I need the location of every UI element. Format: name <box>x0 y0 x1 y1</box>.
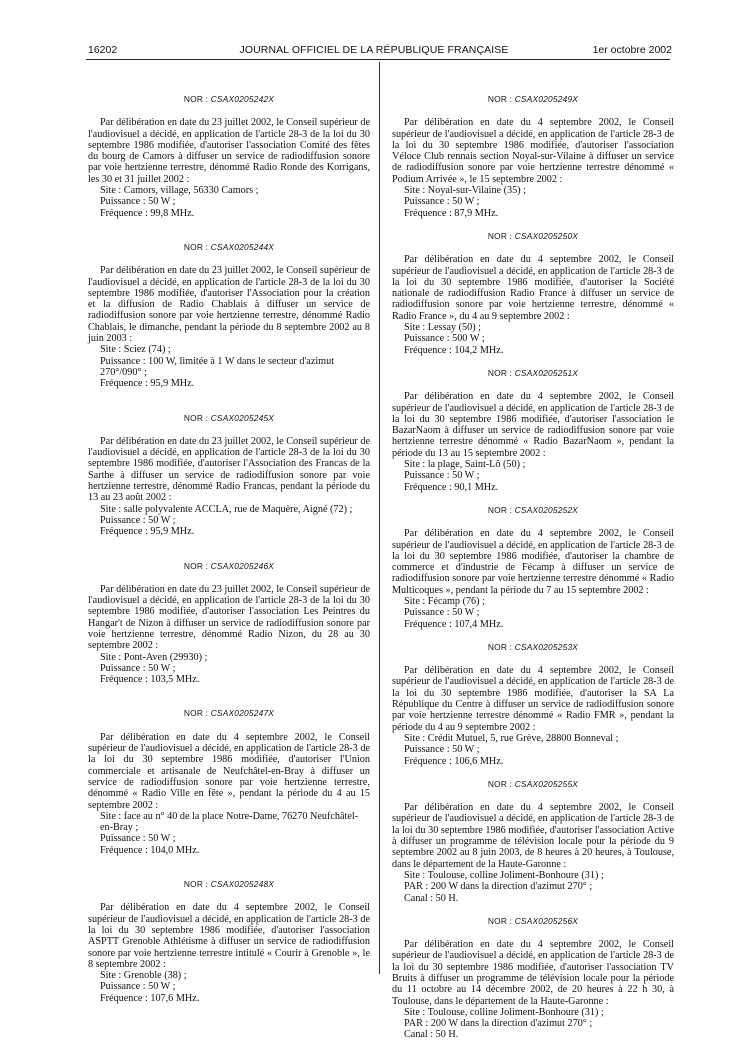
specification-line: Fréquence : 87,9 MHz. <box>404 207 499 219</box>
specification-line: Fréquence : 90,1 MHz. <box>404 481 499 493</box>
nor-reference <box>392 779 674 790</box>
decision-paragraph: Par délibération en date du 4 septembre 2002, le Conseil supérieur de l'audiovisuel a décidé, en application de l'article 28-3 de la loi du 30 septembre 1986 modifiée, d'autoriser l'association Véloce Club rennais section Noyal-sur-Vilaine à diffuser un service de radiodiffusion sonore par voie hertzienne terrestre dénommé « Podium Arrivée », le 15 septembre 2002 : <box>392 117 674 185</box>
decision-paragraph: Par délibération en date du 23 juillet 2002, le Conseil supérieur de l'audiovisuel a décidé, en application de l'article 28-3 de la loi du 30 septembre 1986 modifiée, d'autoriser l'Association des Francas de la Sarthe à diffuser un service de radiodiffusion sonore par voie hertzienne terrestre, dénommé Radio Francas, pendant la période du 13 au 23 août 2002 : <box>88 435 370 504</box>
decision-notice <box>88 413 370 538</box>
section-gap <box>88 390 370 413</box>
decision-notice <box>88 242 370 390</box>
section-gap <box>392 630 674 642</box>
nor-label: NOR : <box>487 778 513 789</box>
nor-code: CSAX0205253X <box>514 641 579 652</box>
specification-line: Fréquence : 103,5 MHz. <box>100 674 200 686</box>
nor-reference <box>88 708 370 719</box>
nor-reference <box>88 413 370 424</box>
nor-reference <box>392 231 674 242</box>
decision-notice <box>88 708 370 856</box>
specification-line: Site : Grenoble (38) ; <box>100 970 187 982</box>
nor-reference <box>392 94 674 105</box>
decision-paragraph: Par délibération en date du 23 juillet 2002, le Conseil supérieur de l'audiovisuel a décidé, en application de l'article 28-3 de la loi du 30 septembre 1986 modifiée, d'autoriser l'association Les Peintres du Hangar't de Nizon à diffuser un service de radiodiffusion sonore par voie hertzienne terrestre, dénommé Radio Nizon, du 28 au 30 septembre 2002 : <box>88 583 370 652</box>
decision-paragraph: Par délibération en date du 4 septembre 2002, le Conseil supérieur de l'audiovisuel a décidé, en application de l'article 28-3 de la loi du 30 septembre 1986 modifiée, d'autoriser la Société nationale de radiodiffusion Radio France à diffuser un service de radiodiffusion sonore par voie hertzienne terrestre, dénommé « Radio France », du 4 au 9 septembre 2002 : <box>392 254 674 322</box>
nor-label: NOR : <box>487 230 513 241</box>
specification-line: Puissance : 50 W ; <box>100 662 176 674</box>
specification-line: Fréquence : 95,9 MHz. <box>100 378 195 390</box>
nor-label: NOR : <box>487 94 513 104</box>
nor-code: CSAX0205249X <box>514 94 579 104</box>
nor-code: CSAX0205256X <box>514 915 579 926</box>
nor-code: CSAX0205250X <box>514 230 579 241</box>
decision-notice <box>392 231 674 356</box>
section-gap <box>392 356 674 368</box>
left-column <box>88 94 370 1004</box>
nor-code: CSAX0205255X <box>514 778 579 789</box>
journal-title: JOURNAL OFFICIEL DE LA RÉPUBLIQUE FRANÇAISE <box>239 44 509 56</box>
nor-code: CSAX0205245X <box>210 412 275 423</box>
decision-notice <box>392 368 674 493</box>
specification-line: PAR : 200 W dans la direction d'azimut 270° ; <box>404 881 593 893</box>
header-rule <box>86 59 670 60</box>
decision-paragraph: Par délibération en date du 4 septembre 2002, le Conseil supérieur de l'audiovisuel a décidé, en application de l'article 28-3 de la loi du 30 septembre 1986 modifiée, d'autoriser l'association Active à diffuser un programme de télévision locale pour la période du 9 septembre 2002 au 8 juin 2003, de 8 heures à 20 heures, à Toulouse, dans le département de la Haute-Garonne : <box>392 802 674 870</box>
specification-line: Puissance : 50 W ; <box>404 607 480 619</box>
decision-notice <box>392 94 674 219</box>
decision-notice <box>392 916 674 1041</box>
nor-label: NOR : <box>183 879 209 890</box>
nor-label: NOR : <box>183 241 209 252</box>
decision-notice <box>88 94 370 219</box>
specification-line: Fréquence : 104,2 MHz. <box>404 344 504 356</box>
section-gap <box>88 685 370 708</box>
decision-paragraph: Par délibération en date du 4 septembre 2002, le Conseil supérieur de l'audiovisuel a décidé, en application de l'article 28-3 de la loi du 30 septembre 1986 modifiée, d'autoriser l'Union commerciale et artisanale de Neufchâtel-en-Bray à diffuser un service de radiodiffusion sonore par voie hertzienne terrestre, dénommé « Radio Ville en fête », pendant la période du 4 au 15 septembre 2002 : <box>88 731 370 811</box>
specification-line: Site : la plage, Saint-Lô (50) ; <box>404 459 526 471</box>
nor-code: CSAX0205252X <box>514 504 579 515</box>
decision-notice <box>88 561 370 686</box>
specification-line: Puissance : 50 W ; <box>100 514 176 526</box>
nor-code: CSAX0205242X <box>210 94 275 104</box>
specification-line: Fréquence : 99,8 MHz. <box>100 207 195 219</box>
decision-paragraph: Par délibération en date du 4 septembre 2002, le Conseil supérieur de l'audiovisuel a décidé, en application de l'article 28-3 de la loi du 30 septembre 1986 modifiée, d'autoriser l'association le BazarNaom à diffuser un service de radiodiffusion sonore par voie hertzienne terrestre dénommé « Radio BazarNaom », pendant la période du 13 au 15 septembre 2002 : <box>392 391 674 459</box>
nor-label: NOR : <box>183 412 209 423</box>
specification-line: Puissance : 50 W ; <box>404 470 480 482</box>
nor-code: CSAX0205248X <box>210 879 275 890</box>
specification-line: Puissance : 500 W ; <box>404 333 485 345</box>
specification-line: Site : Lessay (50) ; <box>404 322 481 334</box>
section-gap <box>88 219 370 242</box>
specification-line: Puissance : 50 W ; <box>100 981 176 993</box>
nor-reference <box>88 242 370 253</box>
decision-notice <box>392 505 674 630</box>
specification-line: Site : Crédit Mutuel, 5, rue Grève, 28800 Bonneval ; <box>404 732 619 744</box>
specification-line: Puissance : 50 W ; <box>404 196 480 208</box>
specification-line: Site : Noyal-sur-Vilaine (35) ; <box>404 185 526 197</box>
specification-line: Site : face au n° 40 de la place Notre-Dame, 76270 Neufchâtel-en-Bray ; <box>100 810 359 834</box>
specification-line: Fréquence : 106,6 MHz. <box>404 755 504 767</box>
nor-code: CSAX0205244X <box>210 241 275 252</box>
nor-reference <box>88 94 370 105</box>
right-column <box>392 94 674 1041</box>
nor-reference <box>392 916 674 927</box>
specification-line: PAR : 200 W dans la direction d'azimut 270° ; <box>404 1018 593 1030</box>
specification-line: Site : Fécamp (76) ; <box>404 595 485 607</box>
nor-label: NOR : <box>183 94 209 104</box>
specification-line: Site : Camors, village, 56330 Camors ; <box>100 185 259 197</box>
nor-label: NOR : <box>487 915 513 926</box>
decision-paragraph: Par délibération en date du 4 septembre 2002, le Conseil supérieur de l'audiovisuel a décidé, en application de l'article 28-3 de la loi du 30 septembre 1986 modifiée, d'autoriser l'association TV Bruits à diffuser un programme de télévision locale pour la période du 11 octobre au 14 décembre 2002, de 20 heures à 22 h 30, à Toulouse, dans le département de la Haute-Garonne : <box>392 939 674 1007</box>
specification-line: Puissance : 100 W, limitée à 1 W dans le secteur d'azimut 270°/090° ; <box>100 355 335 378</box>
nor-reference <box>88 879 370 890</box>
page-header <box>0 0 748 56</box>
specification-line: Fréquence : 95,9 MHz. <box>100 526 195 538</box>
specification-line: Site : Toulouse, colline Joliment-Bonhoure (31) ; <box>404 1006 604 1018</box>
specification-line: Site : Pont-Aven (29930) ; <box>100 651 208 663</box>
decision-paragraph: Par délibération en date du 4 septembre 2002, le Conseil supérieur de l'audiovisuel a décidé, en application de l'article 28-3 de la loi du 30 septembre 1986 modifiée, d'autoriser la SA La République du Centre à diffuser un service de radiodiffusion sonore par voie hertzienne terrestre dénommé « Radio FMR », pendant la période du 4 au 9 septembre 2002 : <box>392 665 674 733</box>
specification-line: Fréquence : 104,0 MHz. <box>100 844 200 856</box>
nor-reference <box>392 368 674 379</box>
decision-notice <box>392 779 674 904</box>
column-separator <box>379 62 380 974</box>
nor-label: NOR : <box>183 708 209 719</box>
specification-line: Canal : 50 H. <box>404 892 459 904</box>
section-gap <box>392 904 674 916</box>
specification-line: Puissance : 50 W ; <box>404 744 480 756</box>
section-gap <box>392 493 674 505</box>
specification-line: Puissance : 50 W ; <box>100 833 176 845</box>
nor-code: CSAX0205247X <box>210 708 275 719</box>
nor-reference <box>392 505 674 516</box>
section-gap <box>392 219 674 231</box>
specification-line: Site : salle polyvalente ACCLA, rue de Maquère, Aigné (72) ; <box>100 503 353 515</box>
nor-code: CSAX0205246X <box>210 560 275 571</box>
decision-notice <box>88 879 370 1004</box>
nor-label: NOR : <box>183 560 209 571</box>
decision-paragraph: Par délibération en date du 4 septembre 2002, le Conseil supérieur de l'audiovisuel a décidé, en application de l'article 28-3 de la loi du 30 septembre 1986 modifiée, d'autoriser la chambre de commerce et d'industrie de Fécamp à diffuser un service de radiodiffusion sonore par voie hertzienne terrestre dénommé « Radio Multicoques », pendant la période du 7 au 15 septembre 2002 : <box>392 528 674 596</box>
section-gap <box>88 538 370 561</box>
nor-code: CSAX0205251X <box>514 367 579 378</box>
nor-label: NOR : <box>487 641 513 652</box>
specification-line: Puissance : 50 W ; <box>100 196 176 208</box>
specification-line: Site : Sciez (74) ; <box>100 344 171 356</box>
nor-reference <box>88 561 370 572</box>
specification-line: Canal : 50 H. <box>404 1029 459 1041</box>
decision-paragraph: Par délibération en date du 23 juillet 2002, le Conseil supérieur de l'audiovisuel a décidé, en application de l'article 28-3 de la loi du 30 septembre 1986 modifiée, d'autoriser l'Association pour la création et la diffusion de Radio Chablais à diffuser un service de radiodiffusion sonore par voie hertzienne terrestre, dénommé Radio Chablais, le dimanche, pendant la période du 8 septembre 2002 au 8 juin 2003 : <box>88 265 370 345</box>
section-gap <box>392 767 674 779</box>
decision-notice <box>392 642 674 767</box>
nor-label: NOR : <box>487 504 513 515</box>
nor-reference <box>392 642 674 653</box>
nor-label: NOR : <box>487 367 513 378</box>
specification-line: Site : Toulouse, colline Joliment-Bonhoure (31) ; <box>404 869 604 881</box>
issue-date: 1er octobre 2002 <box>592 44 672 56</box>
specification-line: Fréquence : 107,6 MHz. <box>100 992 200 1004</box>
decision-paragraph: Par délibération en date du 23 juillet 2002, le Conseil supérieur de l'audiovisuel a décidé, en application de l'article 28-3 de la loi du 30 septembre 1986 modifiée, d'autoriser l'association Comité des fêtes du bourg de Camors à diffuser un service de radiodiffusion sonore par voie hertzienne terrestre, dénommé Radio Ronde des Korrigans, les 30 et 31 juillet 2002 : <box>88 117 370 185</box>
decision-paragraph: Par délibération en date du 4 septembre 2002, le Conseil supérieur de l'audiovisuel a décidé, en application de l'article 28-3 de la loi du 30 septembre 1986 modifiée, d'autoriser l'association ASPTT Grenoble Athlétisme à diffuser un service de radiodiffusion sonore par voie hertzienne terrestre intitulé « Courir à Grenoble », le 8 septembre 2002 : <box>88 902 370 970</box>
page-number: 16202 <box>88 44 118 56</box>
section-gap <box>88 856 370 879</box>
specification-line: Fréquence : 107,4 MHz. <box>404 618 504 630</box>
